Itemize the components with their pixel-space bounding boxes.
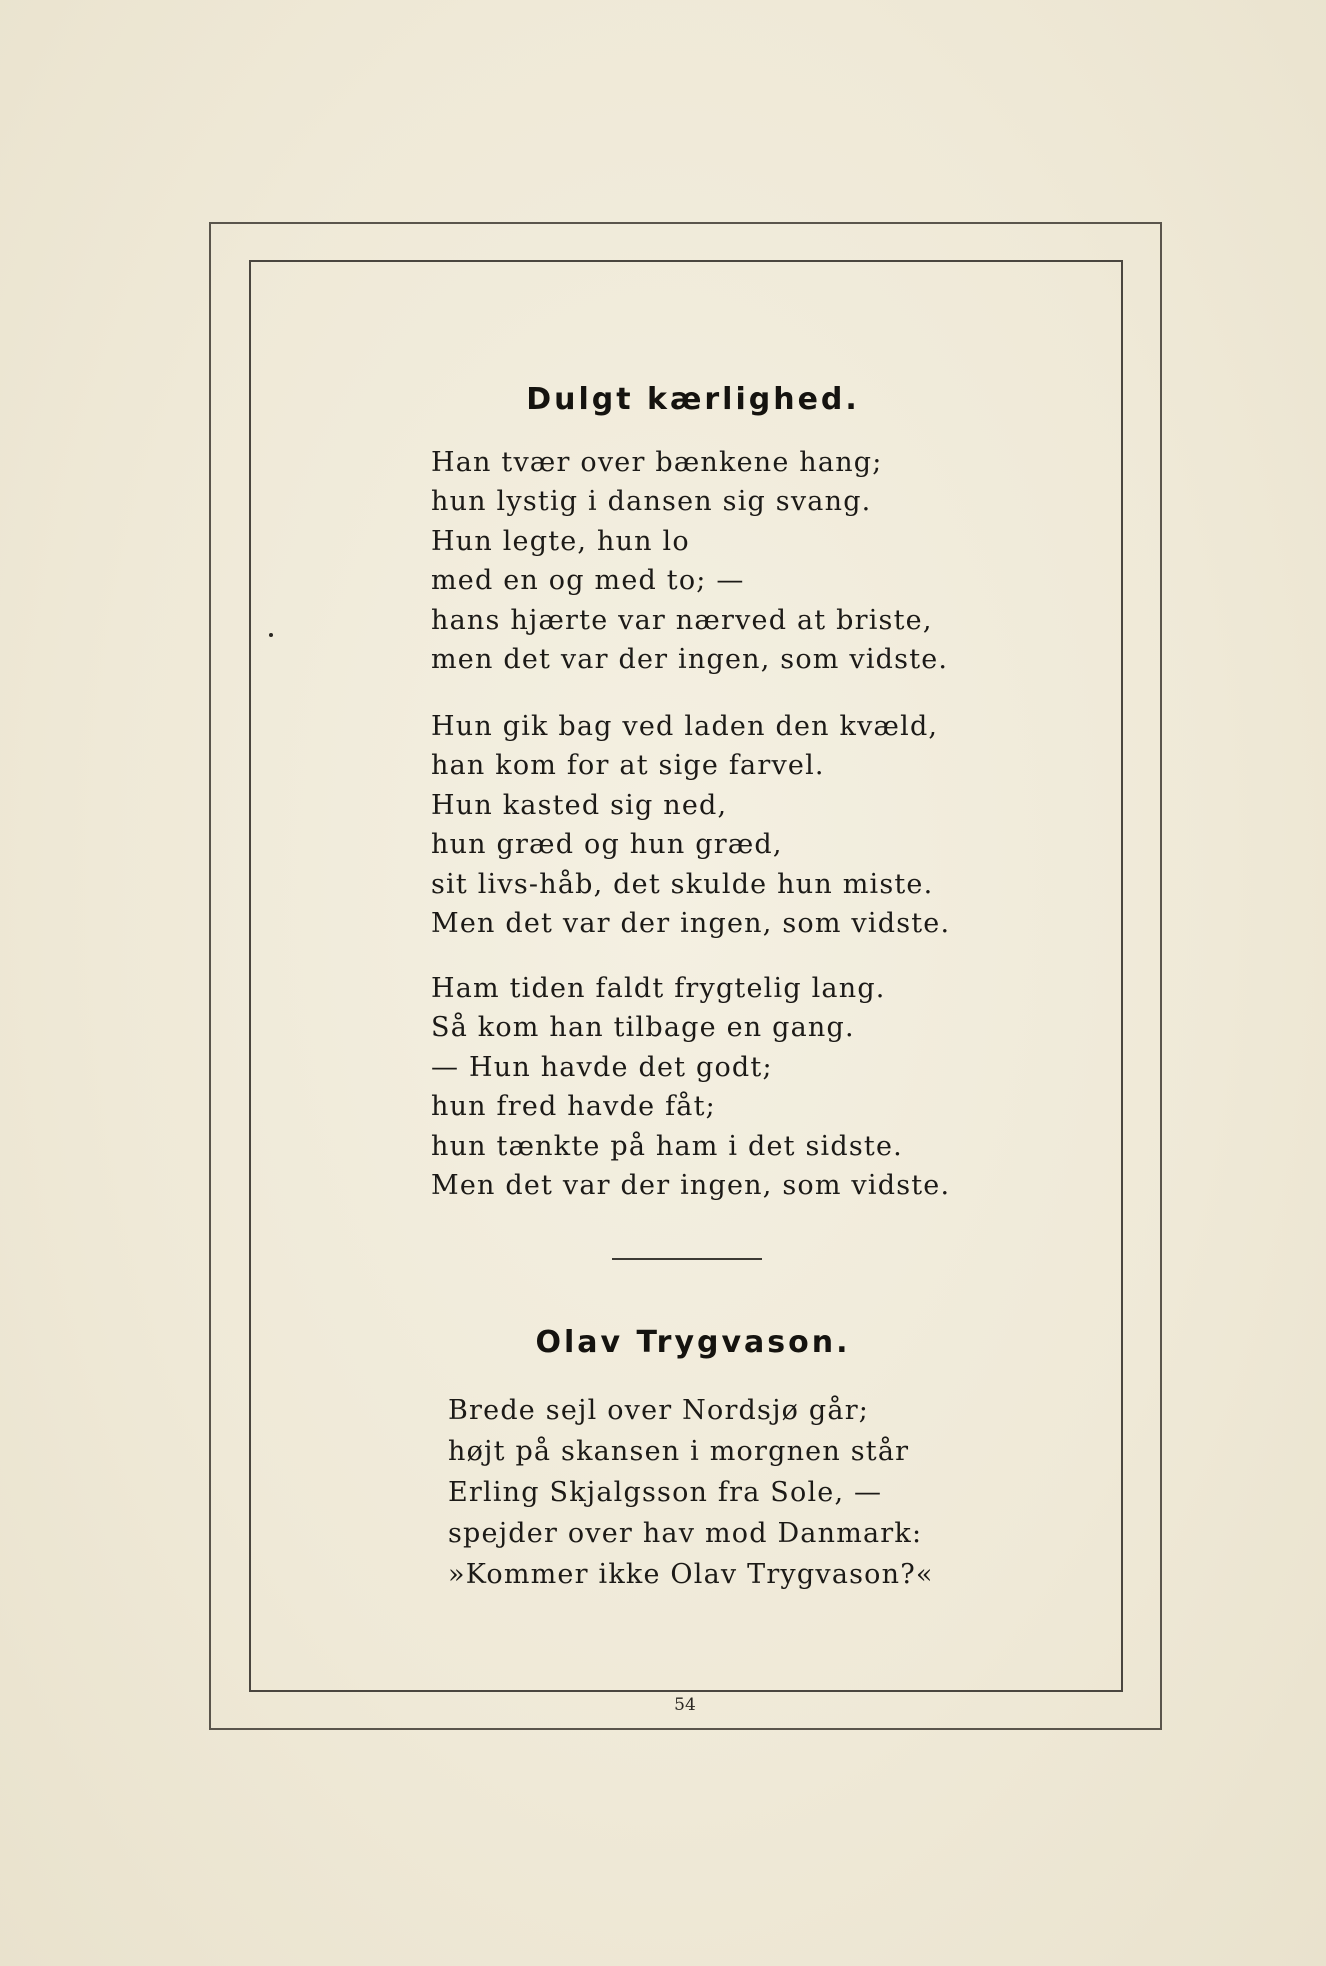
poem1-stanza-3 xyxy=(431,969,950,1205)
verse-line: men det var der ingen, som vidste. xyxy=(431,643,949,675)
verse-line: Erling Skjalgsson fra Sole, — xyxy=(448,1477,883,1508)
poem2-stanza-1 xyxy=(448,1390,934,1595)
verse-line: Så kom han tilbage en gang. xyxy=(431,1012,855,1044)
verse-line: Ham tiden faldt frygtelig lang. xyxy=(431,973,886,1004)
verse-line: spejder over hav mod Danmark: xyxy=(448,1518,923,1549)
poem1-stanza-2 xyxy=(431,707,950,943)
verse-line: Hun kasted sig ned, xyxy=(431,789,728,821)
verse-line: Brede sejl over Nordsjø går; xyxy=(448,1395,870,1426)
verse-line: hun lystig i dansen sig svang. xyxy=(431,486,872,518)
verse-line: Han tvær over bænkene hang; xyxy=(431,447,883,478)
verse-line: Hun gik bag ved laden den kvæld, xyxy=(431,711,939,742)
verse-line: han kom for at sige farvel. xyxy=(431,750,825,782)
poem1-stanza-1 xyxy=(431,443,948,679)
verse-line: — Hun havde det godt; xyxy=(431,1051,773,1083)
poem-title-olav-trygvason: Olav Trygvason. xyxy=(535,1325,851,1360)
page-number: 54 xyxy=(674,1695,696,1715)
verse-line: Men det var der ingen, som vidste. xyxy=(431,1169,951,1201)
verse-line: højt på skansen i morgnen står xyxy=(448,1436,910,1467)
verse-line: hans hjærte var nærved at briste, xyxy=(431,604,933,636)
verse-line: hun tænkte på ham i det sidste. xyxy=(431,1130,903,1162)
section-divider-rule xyxy=(612,1258,762,1260)
verse-line: hun fred havde fåt; xyxy=(431,1091,716,1123)
verse-line: »Kommer ikke Olav Trygvason?« xyxy=(448,1559,934,1590)
verse-line: hun græd og hun græd, xyxy=(431,829,783,861)
verse-line: med en og med to; — xyxy=(431,565,745,597)
verse-line: sit livs-håb, det skulde hun miste. xyxy=(431,868,934,900)
verse-line: Hun legte, hun lo xyxy=(431,525,690,557)
verse-line: Men det var der ingen, som vidste. xyxy=(431,907,951,939)
poem-title-dulgt-kaerlighed: Dulgt kærlighed. xyxy=(526,382,860,417)
